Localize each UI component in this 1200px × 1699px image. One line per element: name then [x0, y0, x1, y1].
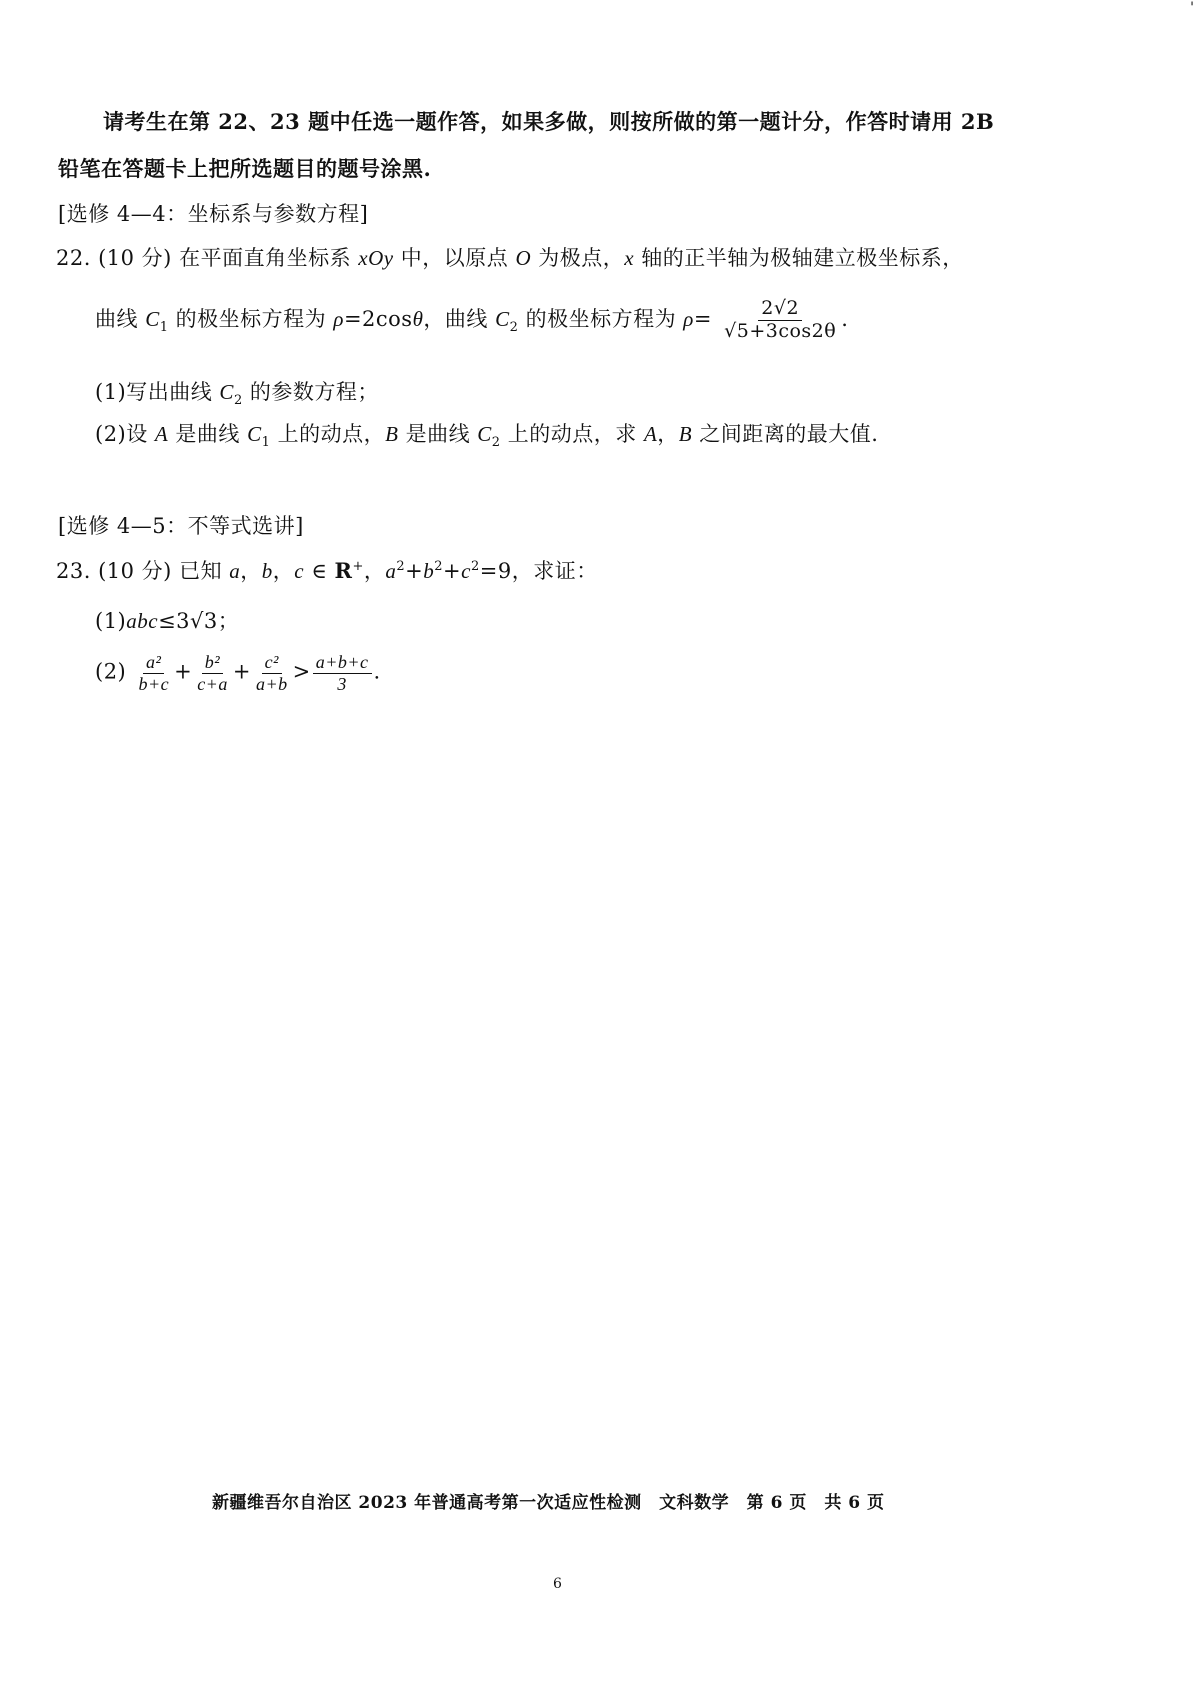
- fraction-denominator: 3: [337, 673, 347, 694]
- math-var: C: [495, 306, 510, 331]
- math-var: B: [385, 422, 399, 446]
- section-header-4-4: [选修 4—4：坐标系与参数方程]: [58, 202, 369, 226]
- question-22-part-2: [95, 418, 878, 450]
- subscript: 2: [509, 320, 519, 336]
- polar-fraction: [721, 298, 839, 343]
- text-run: =2cos: [343, 306, 413, 331]
- math-var: A: [154, 422, 169, 446]
- text-run: 上的动点，: [270, 422, 386, 446]
- fraction-numerator: a+b+c: [313, 652, 372, 674]
- superscript: +: [352, 559, 364, 574]
- fraction-numerator: b²: [202, 652, 223, 674]
- fraction-denominator: b+c: [138, 673, 170, 694]
- text-run: ≤3√3；: [158, 609, 240, 633]
- fraction-3: [253, 652, 291, 694]
- fraction-1: [135, 652, 172, 694]
- text-run: ，: [272, 559, 295, 583]
- math-var: xOy: [358, 246, 394, 270]
- math-var: C: [145, 306, 160, 331]
- operator: >: [292, 659, 311, 684]
- section-header-4-5: [选修 4—5：不等式选讲]: [58, 514, 304, 538]
- math-var: a: [229, 559, 241, 583]
- question-points: (10 分): [98, 559, 172, 583]
- page-number: 6: [553, 1576, 563, 1592]
- math-var: b: [261, 559, 273, 583]
- fraction-numerator: a²: [143, 652, 164, 674]
- text-run: =9，求证：: [479, 559, 598, 583]
- text-run: 是曲线: [168, 422, 248, 446]
- math-var: x: [624, 246, 635, 270]
- math-var: O: [515, 246, 532, 270]
- text-run: 在平面直角坐标系: [179, 246, 359, 270]
- instruction-line-2: 铅笔在答题卡上把所选题目的题号涂黑.: [58, 156, 432, 181]
- fraction-2: [194, 652, 231, 694]
- math-var: A: [643, 422, 658, 446]
- superscript: 2: [470, 559, 480, 574]
- math-var: C: [219, 380, 234, 404]
- math-var: C: [477, 422, 492, 446]
- math-var: b: [423, 559, 435, 583]
- text-run: 之间距离的最大值.: [692, 422, 879, 446]
- text-run: ，曲线: [423, 306, 496, 331]
- question-23-stem: [56, 555, 598, 585]
- corner-mark: ': [1190, 0, 1194, 16]
- text-run: (2)设: [95, 422, 155, 446]
- instruction-line-1: 请考生在第 22、23 题中任选一题作答，如果多做，则按所做的第一题计分，作答时请用 2B: [103, 109, 995, 134]
- subscript: 2: [491, 435, 501, 451]
- subscript: 2: [233, 393, 243, 409]
- math-var: θ: [412, 306, 424, 331]
- superscript: 2: [434, 559, 444, 574]
- text-run: 已知: [179, 559, 230, 583]
- question-23-part-1: [95, 605, 239, 635]
- math-set: R: [334, 558, 353, 583]
- text-run: (1)写出曲线: [95, 380, 220, 404]
- text-run: .: [841, 306, 849, 331]
- text-run: ，: [363, 559, 386, 583]
- text-run: 的参数方程；: [242, 380, 379, 404]
- math-var: C: [247, 422, 262, 446]
- text-run: +: [443, 559, 462, 583]
- question-22-stem-2: [95, 298, 848, 343]
- fraction-numerator: c²: [262, 652, 282, 674]
- math-var: abc: [126, 609, 159, 633]
- page-footer: 新疆维吾尔自治区 2023 年普通高考第一次适应性检测 文科数学 第 6 页 共 6 页: [212, 1493, 885, 1513]
- math-var: c: [294, 559, 305, 583]
- math-var: a: [385, 559, 397, 583]
- fraction-denominator: c+a: [197, 673, 228, 694]
- text-run: (2): [95, 659, 127, 684]
- text-run: 的极坐标方程为: [168, 306, 334, 331]
- text-run: (1): [95, 609, 127, 633]
- text-run: ∈: [304, 559, 335, 583]
- text-run: 上的动点，求: [500, 422, 644, 446]
- fraction-denominator: √5+3cos2θ: [724, 319, 837, 342]
- question-22-stem: [56, 242, 964, 272]
- superscript: 2: [396, 559, 406, 574]
- question-22-part-1: [95, 376, 379, 408]
- text-run: 是曲线: [398, 422, 478, 446]
- text-run: +: [405, 559, 424, 583]
- fraction-numerator: 2√2: [758, 298, 802, 321]
- text-run: 中，以原点: [393, 246, 516, 270]
- text-run: 的极坐标方程为: [518, 306, 684, 331]
- text-run: =: [693, 306, 712, 331]
- fraction-denominator: a+b: [255, 673, 288, 694]
- math-var: ρ: [683, 306, 694, 331]
- text-run: .: [373, 659, 381, 684]
- question-number: 22.: [56, 246, 91, 270]
- operator: +: [232, 659, 251, 684]
- text-run: 轴的正半轴为极轴建立极坐标系，: [634, 246, 964, 270]
- subscript: 1: [261, 435, 271, 451]
- fraction-4: [313, 652, 372, 694]
- operator: +: [174, 659, 193, 684]
- question-points: (10 分): [98, 246, 172, 270]
- math-var: ρ: [333, 306, 344, 331]
- text-run: ，: [657, 422, 679, 446]
- text-run: 为极点，: [531, 246, 625, 270]
- text-run: ，: [240, 559, 262, 583]
- subscript: 1: [159, 320, 169, 336]
- question-23-part-2: [95, 652, 381, 694]
- math-var: c: [461, 559, 471, 583]
- question-number: 23.: [56, 559, 91, 583]
- text-run: 曲线: [95, 306, 146, 331]
- math-var: B: [678, 422, 693, 446]
